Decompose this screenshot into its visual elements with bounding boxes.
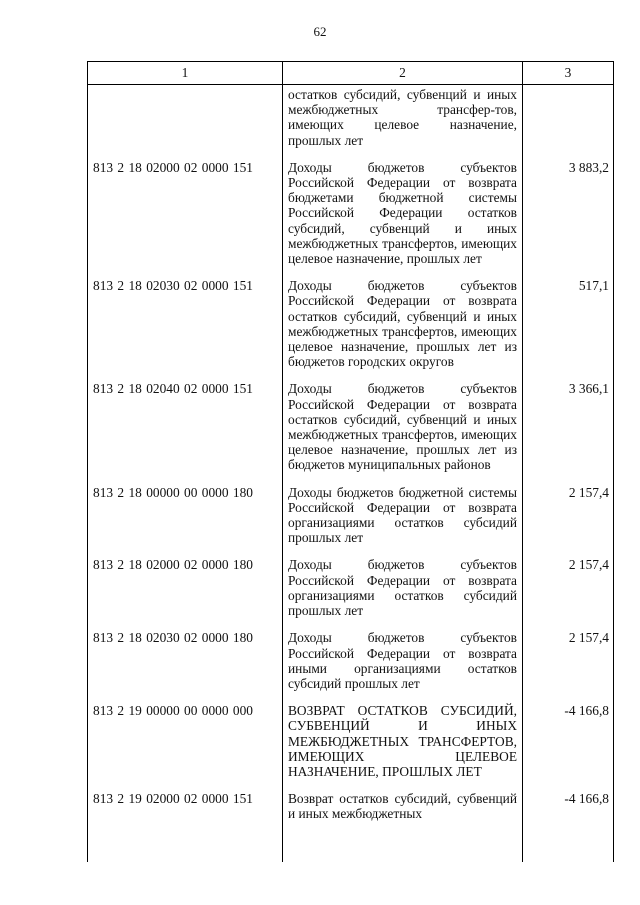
- table-row: [88, 791, 614, 861]
- amount-cell-empty: [523, 85, 614, 160]
- page-number: 62: [313, 24, 327, 39]
- budget-code: 813 2 18 02030 02 0000 151: [88, 278, 283, 381]
- budget-code: 813 2 18 00000 00 0000 180: [88, 485, 283, 558]
- amount: 3 366,1: [523, 381, 614, 484]
- budget-code: 813 2 18 02000 02 0000 180: [88, 557, 283, 630]
- amount: 517,1: [523, 278, 614, 381]
- budget-code: 813 2 18 02030 02 0000 180: [88, 630, 283, 703]
- table-row: [88, 278, 614, 381]
- income-description: ВОЗВРАТ ОСТАТКОВ СУБСИДИЙ, СУБВЕНЦИЙ И ИНЫХ МЕЖБЮДЖЕТНЫХ ТРАНСФЕРТОВ, ИМЕЮЩИХ ЦЕЛЕВОЕ НАЗНАЧЕНИЕ, ПРОШЛЫХ ЛЕТ: [283, 703, 523, 791]
- table-row: [88, 485, 614, 558]
- amount: 3 883,2: [523, 160, 614, 278]
- budget-code: 813 2 19 02000 02 0000 151: [88, 791, 283, 861]
- amount: -4 166,8: [523, 703, 614, 791]
- table-row-continued: [88, 85, 614, 160]
- income-description: Доходы бюджетов субъектов Российской Федерации от возврата организациями остатков субсидий прошлых лет: [283, 557, 523, 630]
- income-description: Доходы бюджетов субъектов Российской Федерации от возврата остатков субсидий, субвенций и иных межбюджетных трансфертов, имеющих целевое назначение, прошлых лет из бюджетов муниципальных районов: [283, 381, 523, 484]
- amount: -4 166,8: [523, 791, 614, 861]
- continued-description: остатков субсидий, субвенций и иных межбюджетных трансфер-тов, имеющих целевое назначение, прошлых лет: [283, 85, 523, 160]
- amount: 2 157,4: [523, 557, 614, 630]
- column-header-3: 3: [523, 62, 614, 85]
- table-row: [88, 160, 614, 278]
- income-description: Доходы бюджетов субъектов Российской Федерации от возврата остатков субсидий, субвенций и иных межбюджетных трансфертов, имеющих целевое назначение, прошлых лет из бюджетов городских округов: [283, 278, 523, 381]
- code-cell-empty: [88, 85, 283, 160]
- income-description: Доходы бюджетов субъектов Российской Федерации от возврата иными организациями остатков субсидий прошлых лет: [283, 630, 523, 703]
- income-description: Доходы бюджетов бюджетной системы Российской Федерации от возврата организациями остатков субсидий прошлых лет: [283, 485, 523, 558]
- income-description: Возврат остатков субсидий, субвенций и иных межбюджетных: [283, 791, 523, 861]
- budget-code: 813 2 18 02000 02 0000 151: [88, 160, 283, 278]
- budget-code: 813 2 18 02040 02 0000 151: [88, 381, 283, 484]
- budget-code: 813 2 19 00000 00 0000 000: [88, 703, 283, 791]
- table-row: [88, 630, 614, 703]
- column-header-1: 1: [88, 62, 283, 85]
- amount: 2 157,4: [523, 630, 614, 703]
- income-description: Доходы бюджетов субъектов Российской Федерации от возврата бюджетами бюджетной системы Российской Федерации остатков субсидий, субвенций и иных межбюджетных трансфертов, имеющих целевое назначение, прошлых лет: [283, 160, 523, 278]
- table-row: [88, 703, 614, 791]
- table-row: [88, 557, 614, 630]
- column-header-2: 2: [283, 62, 523, 85]
- amount: 2 157,4: [523, 485, 614, 558]
- budget-table: [87, 61, 614, 862]
- table-row: [88, 381, 614, 484]
- table-header: [88, 62, 614, 85]
